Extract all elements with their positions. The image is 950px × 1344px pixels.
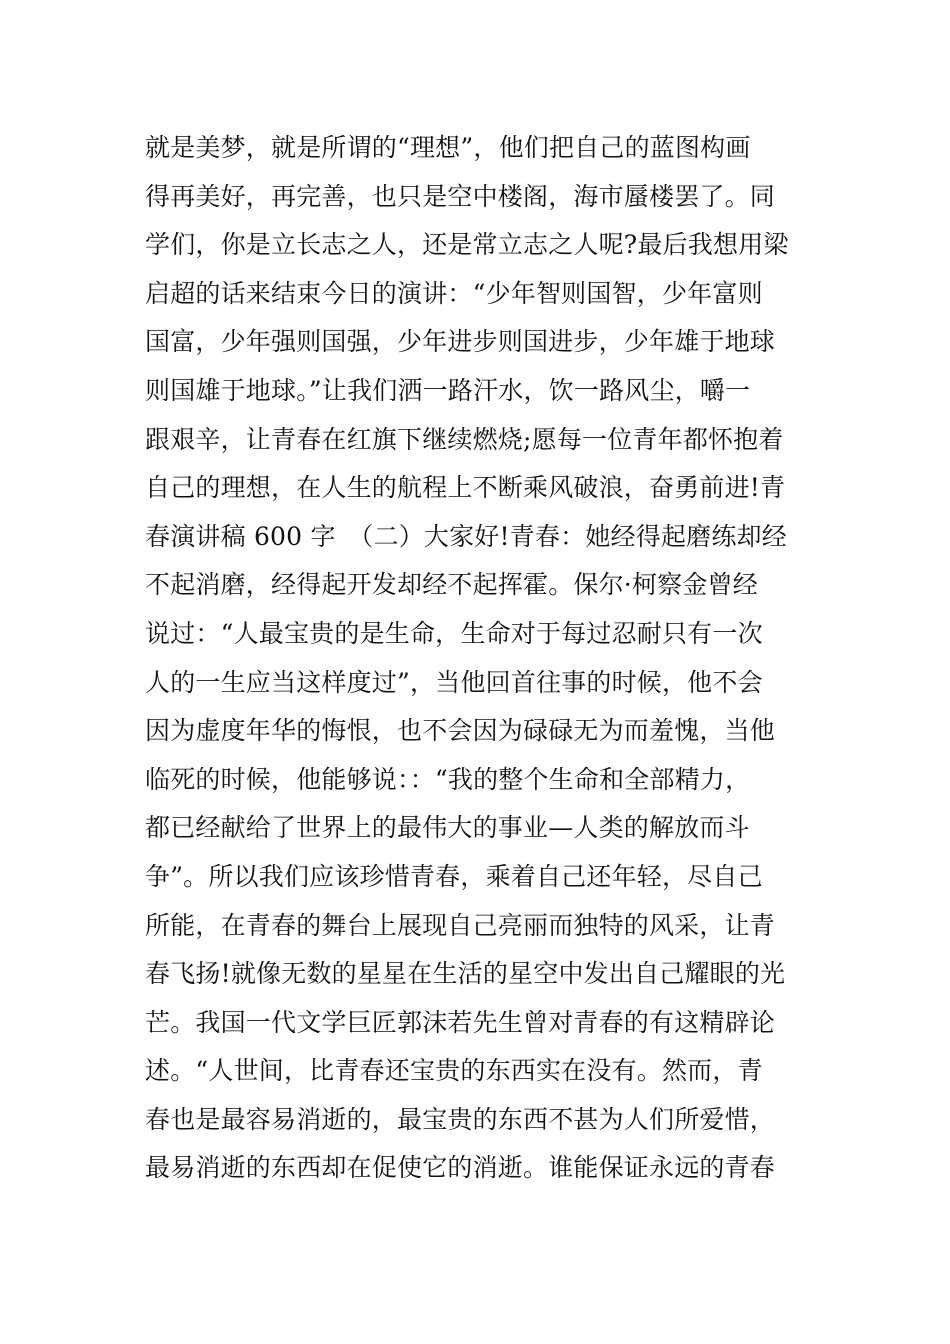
text-line: 述。“人世间，比青春还宝贵的东西实在没有。然而，青 (145, 1056, 763, 1086)
text-line: 不起消磨，经得起开发却经不起挥霍。保尔·柯察金曾经 (145, 570, 758, 600)
text-line: 就是美梦，就是所谓的“理想”，他们把自己的蓝图构画 (145, 133, 751, 162)
text-line: 得再美好，再完善，也只是空中楼阁，海市蜃楼罢了。同 (145, 181, 776, 211)
text-line: 都已经献给了世界上的最伟大的事业—人类的解放而斗 (145, 813, 750, 843)
text-line: 因为虚度年华的悔恨，也不会因为碌碌无为而羞愧，当他 (145, 716, 776, 746)
text-line: 学们，你是立长志之人，还是常立志之人呢?最后我想用梁 (145, 230, 789, 260)
text-line: 芒。我国一代文学巨匠郭沫若先生曾对青春的有这精辟论 (145, 1007, 776, 1037)
text-line: 国富，少年强则国强，少年进步则国进步，少年雄于地球 (145, 327, 776, 357)
text-line: 跟艰辛，让青春在红旗下继续燃烧;愿每一位青年都怀抱着 (145, 424, 784, 454)
text-line: 则国雄于地球。”让我们洒一路汗水，饮一路风尘，嚼一 (145, 375, 751, 405)
text-line: 启超的话来结束今日的演讲：“少年智则国智，少年富则 (145, 278, 763, 308)
text-line: 说过：“人最宝贵的是生命，生命对于每过忍耐只有一次 (145, 618, 763, 648)
text-line: 人的一生应当这样度过”，当他回首往事的时候，他不会 (145, 667, 763, 697)
text-line: 最易消逝的东西却在促使它的消逝。谁能保证永远的青春 (145, 1153, 776, 1183)
body-text (145, 124, 815, 1193)
text-line: 自己的理想，在人生的航程上不断乘风破浪，奋勇前进!青 (145, 473, 786, 503)
text-line: 春也是最容易消逝的，最宝贵的东西不甚为人们所爱惜， (145, 1104, 776, 1134)
text-line: 争”。所以我们应该珍惜青春，乘着自己还年轻，尽自己 (145, 861, 763, 891)
text-line: 春飞扬!就像无数的星星在生活的星空中发出自己耀眼的光 (145, 959, 786, 989)
text-line: 临死的时候，他能够说：：“我的整个生命和全部精力， (145, 764, 751, 794)
text-line: 所能，在青春的舞台上展现自己亮丽而独特的风采，让青 (145, 910, 776, 940)
text-line: 春演讲稿 600 字 （二）大家好!青春：她经得起磨练却经 (145, 521, 787, 551)
